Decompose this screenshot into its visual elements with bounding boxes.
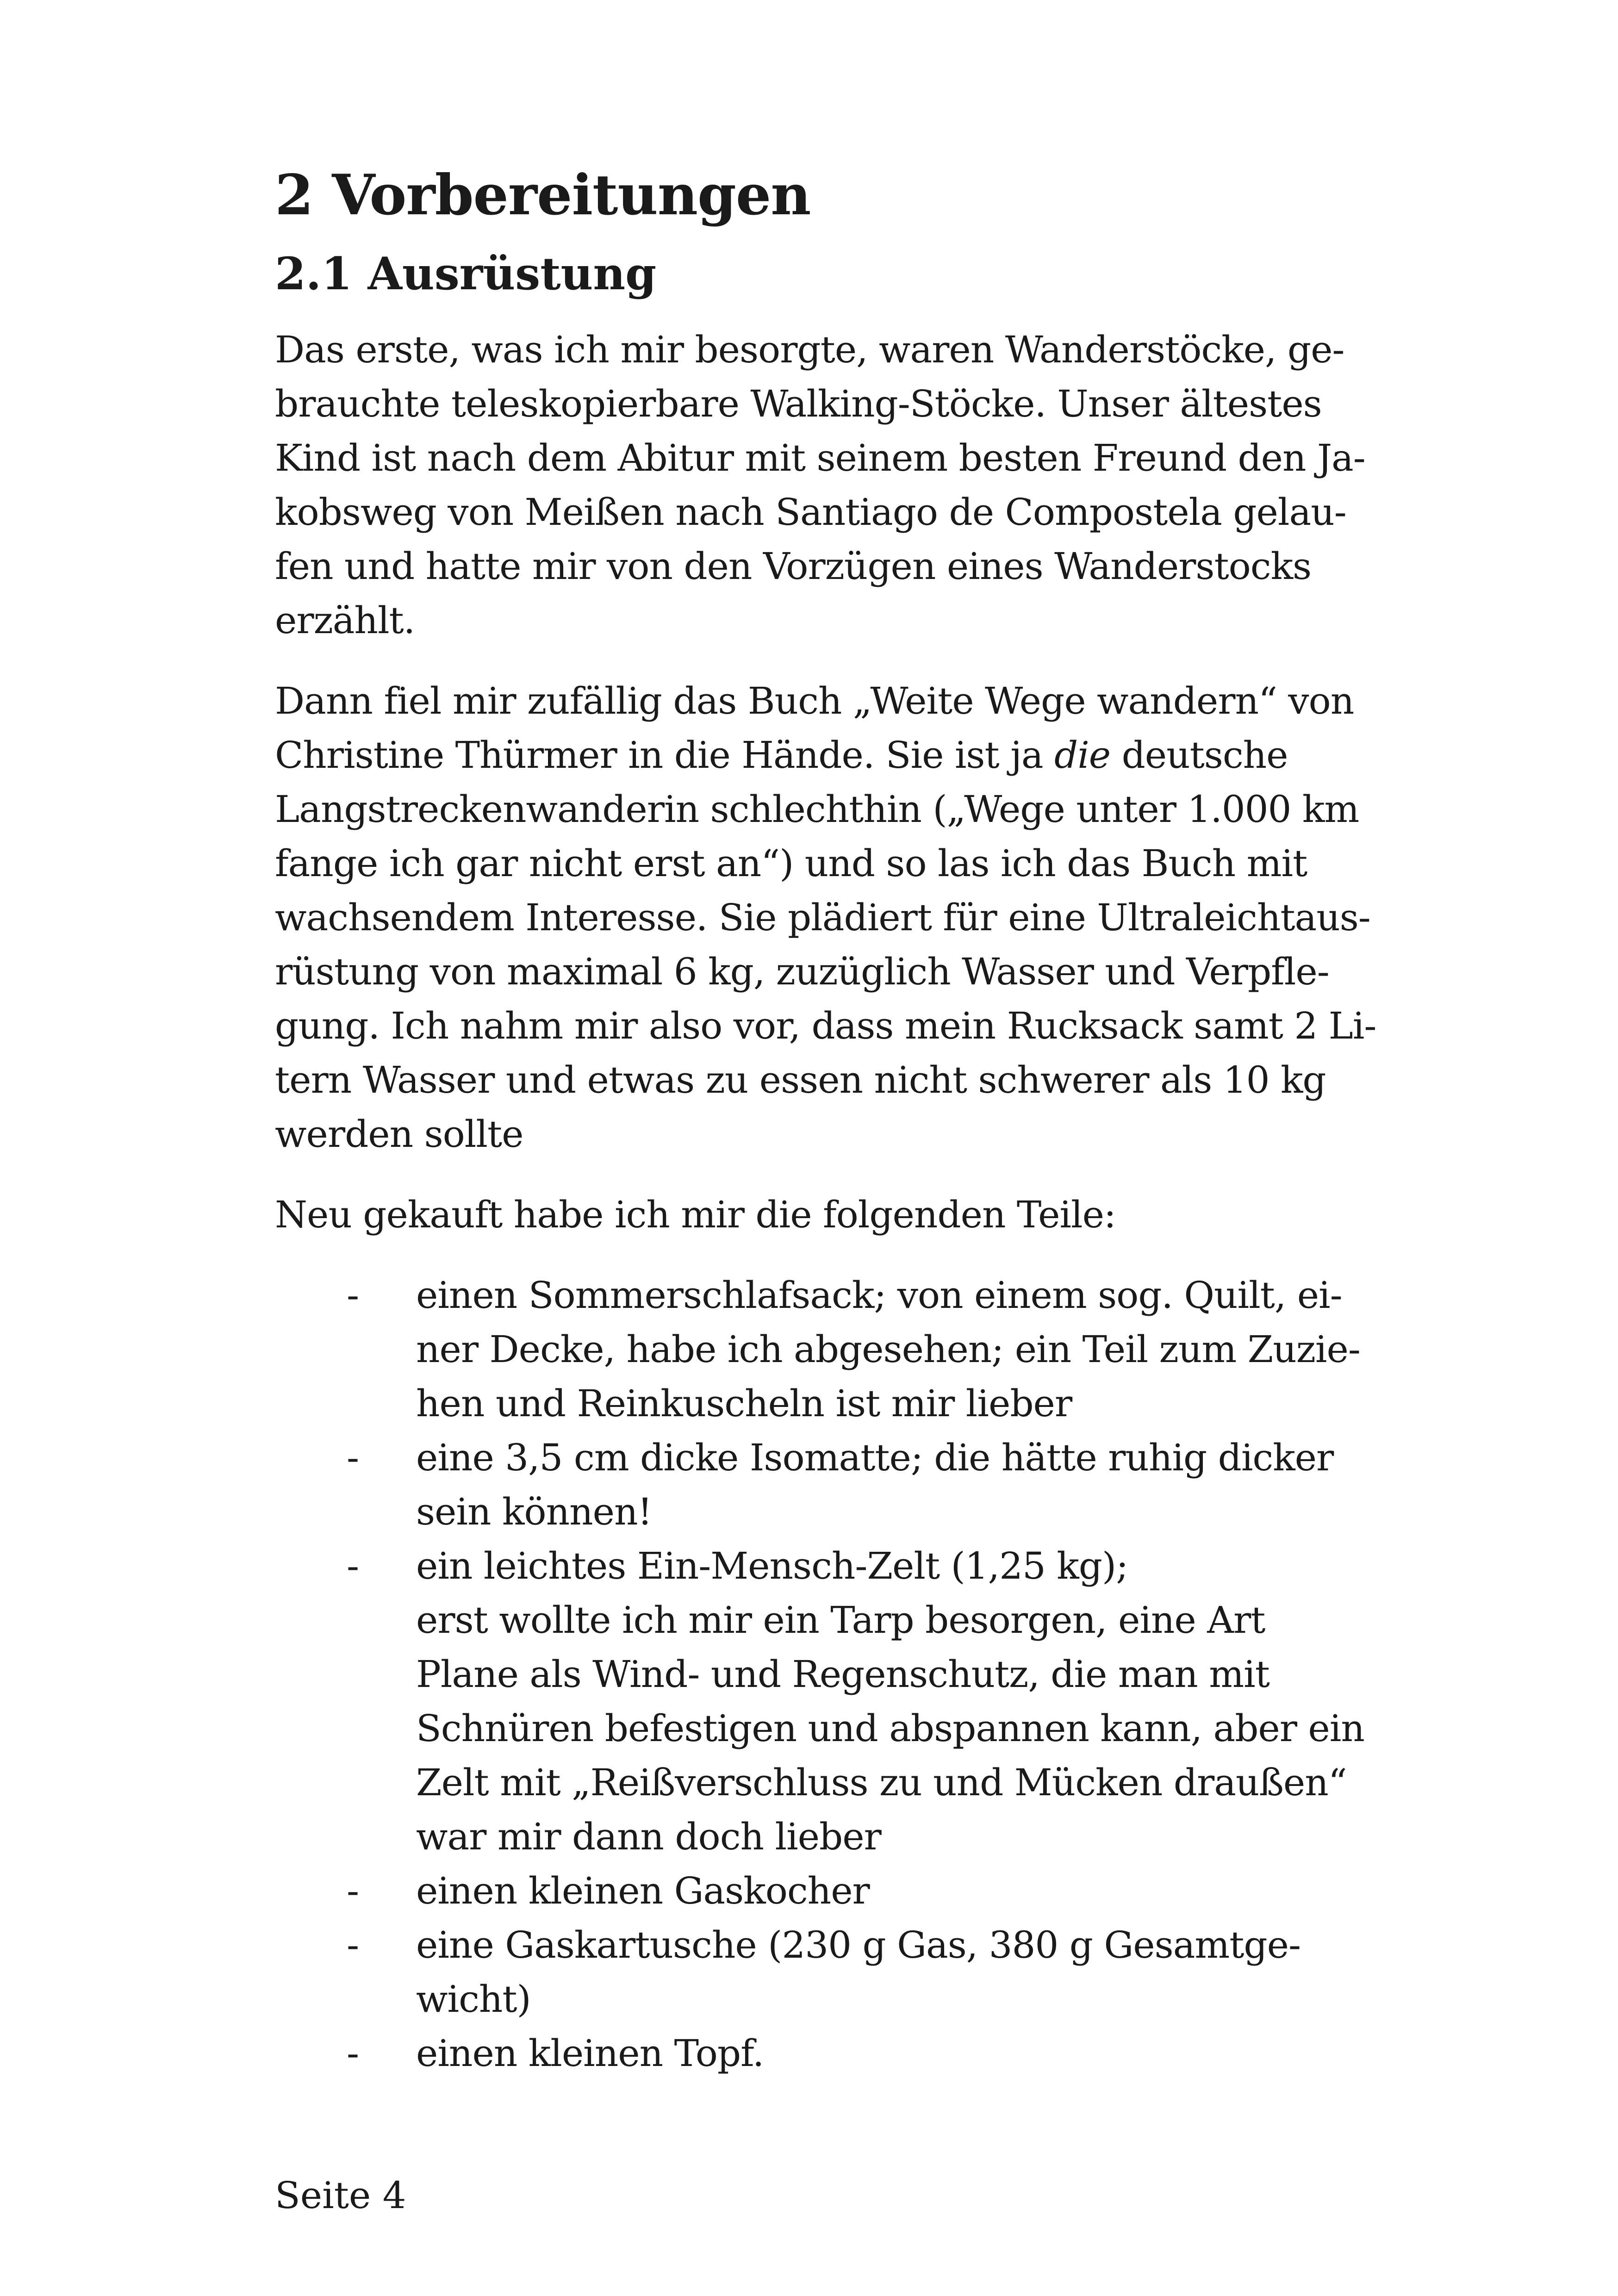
list-item-line: erst wollte ich mir ein Tarp besorgen, eine Art — [416, 1599, 1265, 1642]
list-bullet: - — [347, 1436, 359, 1480]
paragraph-equipment-intro — [275, 323, 1365, 647]
emphasized-word: die — [1054, 734, 1111, 777]
paragraph-book — [275, 674, 1376, 1161]
page-content — [275, 162, 1376, 2080]
list-bullet: - — [347, 1544, 359, 1588]
text-line: fen und hatte mir von den Vorzügen eines Wanderstocks — [275, 545, 1312, 588]
list-item-line: einen Sommerschlafsack; von einem sog. Quilt, ei- — [416, 1274, 1342, 1317]
text-line: gung. Ich nahm mir also vor, dass mein Rucksack samt 2 Li- — [275, 1004, 1376, 1048]
list-item-line: eine Gaskartusche (230 g Gas, 380 g Gesamtge- — [416, 1923, 1301, 1967]
text-line: fange ich gar nicht erst an“) und so las ich das Buch mit — [275, 842, 1307, 885]
text-line — [275, 728, 1353, 782]
list-item-line: einen kleinen Topf. — [416, 2032, 764, 2075]
text-line: werden sollte — [275, 1113, 523, 1156]
text-line: Langstreckenwanderin schlechthin („Wege unter 1.000 km — [275, 788, 1359, 831]
text-line: Dann fiel mir zufällig das Buch „Weite Wege wandern“ von — [275, 679, 1354, 723]
list-item-line: Schnüren befestigen und abspannen kann, aber ein — [416, 1707, 1364, 1750]
list-item-line: Plane als Wind- und Regenschutz, die man mit — [416, 1653, 1270, 1696]
body-text — [275, 323, 1376, 2080]
paragraph-list-intro — [275, 1188, 1353, 1242]
list-item-line: Zelt mit „Reißverschluss zu und Mücken draußen“ — [416, 1761, 1347, 1804]
list-item — [275, 2026, 1353, 2080]
list-item-line: eine 3,5 cm dicke Isomatte; die hätte ruhig dicker — [416, 1436, 1334, 1480]
chapter-heading: 2 Vorbereitungen — [275, 162, 811, 228]
text-line: rüstung von maximal 6 kg, zuzüglich Wasser und Verpfle- — [275, 950, 1329, 994]
list-item-line: wicht) — [416, 1978, 531, 2021]
text-line: kobsweg von Meißen nach Santiago de Compostela gelau- — [275, 491, 1346, 534]
list-item — [275, 1864, 1353, 1918]
list-bullet: - — [347, 2032, 359, 2075]
text-line: tern Wasser und etwas zu essen nicht schwerer als 10 kg — [275, 1058, 1326, 1102]
text-line: brauchte teleskopierbare Walking-Stöcke. Unser ältestes — [275, 382, 1322, 426]
text-line: erzählt. — [275, 599, 415, 642]
list-bullet: - — [347, 1923, 359, 1967]
text-line: wachsendem Interesse. Sie plädiert für eine Ultraleichtaus- — [275, 896, 1370, 940]
list-bullet: - — [347, 1274, 359, 1317]
list-item-line: ner Decke, habe ich abgesehen; ein Teil zum Zuzie- — [416, 1328, 1360, 1371]
section-heading: 2.1 Ausrüstung — [275, 248, 657, 300]
list-item — [275, 1431, 1353, 1539]
list-item — [275, 1539, 1364, 1864]
equipment-list — [275, 1268, 1364, 2080]
list-item-line: hen und Reinkuscheln ist mir lieber — [416, 1382, 1072, 1425]
text-line: Kind ist nach dem Abitur mit seinem besten Freund den Ja- — [275, 436, 1365, 480]
page-number: Seite 4 — [275, 2174, 406, 2217]
list-item-line: sein können! — [416, 1490, 652, 1534]
list-item-line: war mir dann doch lieber — [416, 1815, 881, 1859]
list-item — [275, 1268, 1360, 1431]
text-line: Das erste, was ich mir besorgte, waren Wanderstöcke, ge- — [275, 328, 1344, 372]
list-item-line: ein leichtes Ein-Mensch-Zelt (1,25 kg); — [416, 1544, 1128, 1588]
list-item — [275, 1918, 1353, 2026]
text-segment: Christine Thürmer in die Hände. Sie ist ja — [275, 734, 1054, 777]
list-bullet: - — [347, 1869, 359, 1913]
text-line: Neu gekauft habe ich mir die folgenden Teile: — [275, 1193, 1116, 1237]
list-item-line: einen kleinen Gaskocher — [416, 1869, 870, 1913]
text-segment: deutsche — [1110, 734, 1288, 777]
